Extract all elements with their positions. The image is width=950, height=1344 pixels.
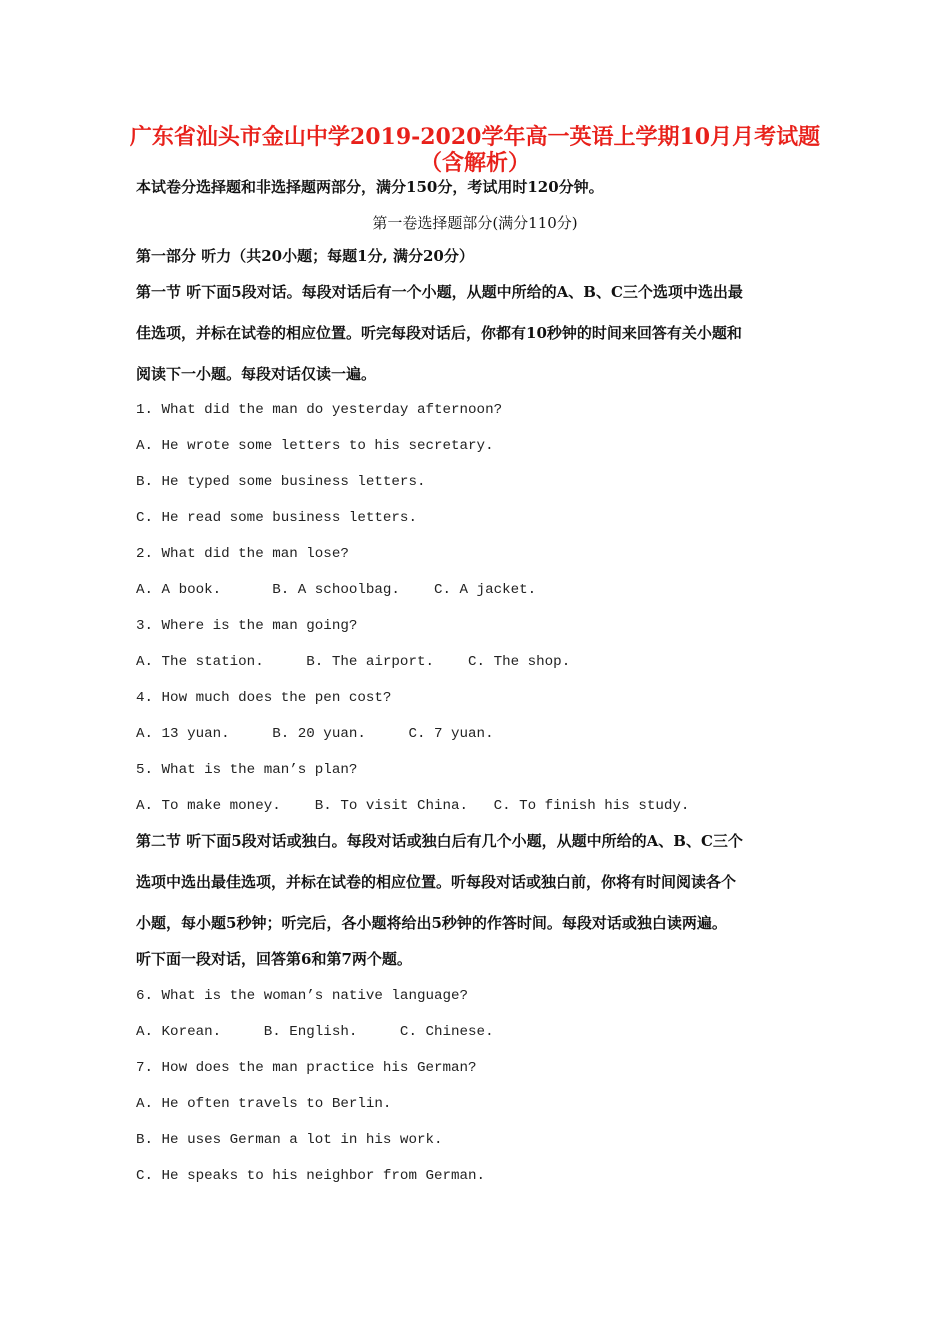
part-heading: 第一部分 听力（共20小题；每题1分, 满分20分）: [136, 247, 474, 265]
question-item: 5. What is the man’s plan?: [136, 762, 358, 778]
document-title-line1: 广东省汕头市金山中学2019-2020学年高一英语上学期10月月考试题: [129, 124, 821, 150]
option-item: A. He wrote some letters to his secretary.: [136, 438, 494, 454]
option-item: A. He often travels to Berlin.: [136, 1096, 392, 1112]
instruction-line: 选项中选出最佳选项，并标在试卷的相应位置。听每段对话或独白前，你将有时间阅读各个: [136, 873, 737, 891]
question-item: 7. How does the man practice his German?: [136, 1060, 477, 1076]
volume-heading: 第一卷选择题部分(满分110分): [372, 214, 578, 232]
instruction-line: 小题，每小题5秒钟；听完后，各小题将给出5秒钟的作答时间。每段对话或独白读两遍。: [136, 914, 727, 932]
option-item: C. He read some business letters.: [136, 510, 417, 526]
instruction-line: 第二节 听下面5段对话或独白。每段对话或独白后有几个小题，从题中所给的A、B、C三个: [136, 832, 743, 850]
instruction-line: 第一节 听下面5段对话。每段对话后有一个小题，从题中所给的A、B、C三个选项中选出最: [136, 283, 743, 301]
instruction-line: 佳选项，并标在试卷的相应位置。听完每段对话后，你都有10秒钟的时间来回答有关小题和: [136, 324, 742, 342]
question-item: 6. What is the woman’s native language?: [136, 988, 469, 1004]
document-title-line2: （含解析）: [419, 150, 530, 176]
option-row: A. A book. B. A schoolbag. C. A jacket.: [136, 582, 537, 598]
question-item: 1. What did the man do yesterday afternoon?: [136, 402, 503, 418]
option-item: B. He typed some business letters.: [136, 474, 426, 490]
question-item: 3. Where is the man going?: [136, 618, 358, 634]
instruction-line: 阅读下一小题。每段对话仅读一遍。: [136, 365, 377, 383]
option-item: C. He speaks to his neighbor from German.: [136, 1168, 486, 1184]
option-row: A. Korean. B. English. C. Chinese.: [136, 1024, 494, 1040]
option-row: A. The station. B. The airport. C. The shop.: [136, 654, 571, 670]
question-item: 4. How much does the pen cost?: [136, 690, 392, 706]
question-item: 2. What did the man lose?: [136, 546, 349, 562]
instruction-line: 听下面一段对话，回答第6和第7两个题。: [136, 950, 412, 968]
option-item: B. He uses German a lot in his work.: [136, 1132, 443, 1148]
option-row: A. To make money. B. To visit China. C. To finish his study.: [136, 798, 690, 814]
exam-intro: 本试卷分选择题和非选择题两部分，满分150分，考试用时120分钟。: [136, 178, 604, 196]
option-row: A. 13 yuan. B. 20 yuan. C. 7 yuan.: [136, 726, 494, 742]
